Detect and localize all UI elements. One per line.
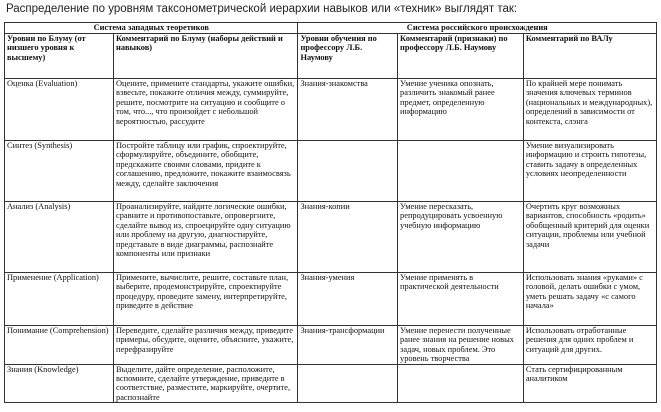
val-comment-cell: Стать сертифицированным аналитиком bbox=[523, 364, 656, 403]
group-header-western: Система западных теоретиков bbox=[5, 23, 298, 34]
table-row bbox=[5, 326, 657, 365]
val-comment-cell: Очертить круг возможных вариантов, способность «родить» обобщенный критерий для оценки ситуации, проблемы или учебной задачи bbox=[523, 202, 656, 273]
val-comment-cell: Умение визуализировать информацию и строить гипотезы, ставить задачу в определенных условиях неопределенности bbox=[523, 141, 656, 202]
naumov-comment-cell: Умение перенести полученные ранее знания на решение новых задач, новых проблем. Это уровень творчества bbox=[398, 326, 524, 365]
bloom-comment-cell: Постройте таблицу или график, спроектируйте, сформулируйте, объедините, обобщите, предскажите своими словами, придите к соглашению, предложите, покажите взаимосвязь между, сделайте заключения bbox=[114, 141, 298, 202]
naumov-level-cell bbox=[298, 364, 398, 403]
page-caption: Распределение по уровням таксонометрической иерархии навыков или «техник» выглядят так: bbox=[6, 3, 518, 15]
bloom-level-cell: Знания (Knowledge) bbox=[5, 364, 114, 403]
bloom-comment-cell: Примените, вычислите, решите, составьте план, выберите, продемонстрируйте, спроектируйте процедуру, проведите замену, интерпретируйте, приведите в действие bbox=[114, 273, 298, 326]
bloom-level-cell: Анализ (Analysis) bbox=[5, 202, 114, 273]
table-row bbox=[5, 202, 657, 273]
bloom-level-cell: Понимание (Comprehension) bbox=[5, 326, 114, 365]
naumov-level-cell: Знания-трансформации bbox=[298, 326, 398, 365]
naumov-comment-cell: Умение применять в практической деятельности bbox=[398, 273, 524, 326]
bloom-level-cell: Применение (Application) bbox=[5, 273, 114, 326]
column-header-val-comment: Комментарий по ВАЛу bbox=[523, 34, 656, 79]
naumov-level-cell: Знания-умения bbox=[298, 273, 398, 326]
naumov-comment-cell: Умение ученика опознать, различить знакомый ранее предмет, определенную информацию bbox=[398, 79, 524, 141]
naumov-level-cell: Знания-знакомства bbox=[298, 79, 398, 141]
bloom-level-cell: Синтез (Synthesis) bbox=[5, 141, 114, 202]
group-header-row bbox=[5, 23, 657, 34]
val-comment-cell: Использовать отработанные решения для одних проблем и ситуаций для других. bbox=[523, 326, 656, 365]
table-row bbox=[5, 79, 657, 141]
bloom-level-cell: Оценка (Evaluation) bbox=[5, 79, 114, 141]
column-header-bloom-level: Уровни по Блуму (от низшего уровня к высшему) bbox=[5, 34, 114, 79]
bloom-comment-cell: Выделите, дайте определение, расположите, вспомните, сделайте утверждение, приведите в соответствие, разместите, маркируйте, очертите, распознайте bbox=[114, 364, 298, 403]
val-comment-cell: По крайней мере понимать значения ключевых терминов (национальных и международных), определений в зависимости от контекста, слэнга bbox=[523, 79, 656, 141]
group-header-russian: Система российского происхождения bbox=[298, 23, 657, 34]
bloom-comment-cell: Оцените, примените стандарты, укажите ошибки, взвесьте, покажите отличия между, суммируйте, решите, посмотрите на ситуацию и сообщите о том, что..., что произойдет с небольшой вероятностью, рассудите bbox=[114, 79, 298, 141]
table-row bbox=[5, 273, 657, 326]
table-row bbox=[5, 141, 657, 202]
taxonomy-table bbox=[4, 22, 657, 403]
bloom-comment-cell: Проанализируйте, найдите логические ошибки, сравните и противопоставьте, опровергните, сделайте вывод из, спроецируйте одну ситуацию или проблему на другую, диагностируйте, представьте в виде диаграммы, распознайте компоненты или признаки bbox=[114, 202, 298, 273]
table-row bbox=[5, 364, 657, 403]
naumov-level-cell bbox=[298, 141, 398, 202]
column-header-bloom-comment: Комментарий по Блуму (наборы действий и навыков) bbox=[114, 34, 298, 79]
naumov-level-cell: Знания-копии bbox=[298, 202, 398, 273]
val-comment-cell: Использовать знания «руками» с головой, делать ошибки с умом, уметь решать задачу «с самого начала» bbox=[523, 273, 656, 326]
column-header-row bbox=[5, 34, 657, 79]
column-header-naumov-comment: Комментарий (признаки) по профессору Л.Б. Наумову bbox=[398, 34, 524, 79]
naumov-comment-cell bbox=[398, 141, 524, 202]
naumov-comment-cell: Умение пересказать, репродуцировать усвоенную учебную информацию bbox=[398, 202, 524, 273]
naumov-comment-cell bbox=[398, 364, 524, 403]
bloom-comment-cell: Переведите, сделайте различия между, приведите примеры, обсудите, оцените, объясните, укажите, перефразируйте bbox=[114, 326, 298, 365]
column-header-naumov-level: Уровни обучения по профессору Л.Б. Наумову bbox=[298, 34, 398, 79]
